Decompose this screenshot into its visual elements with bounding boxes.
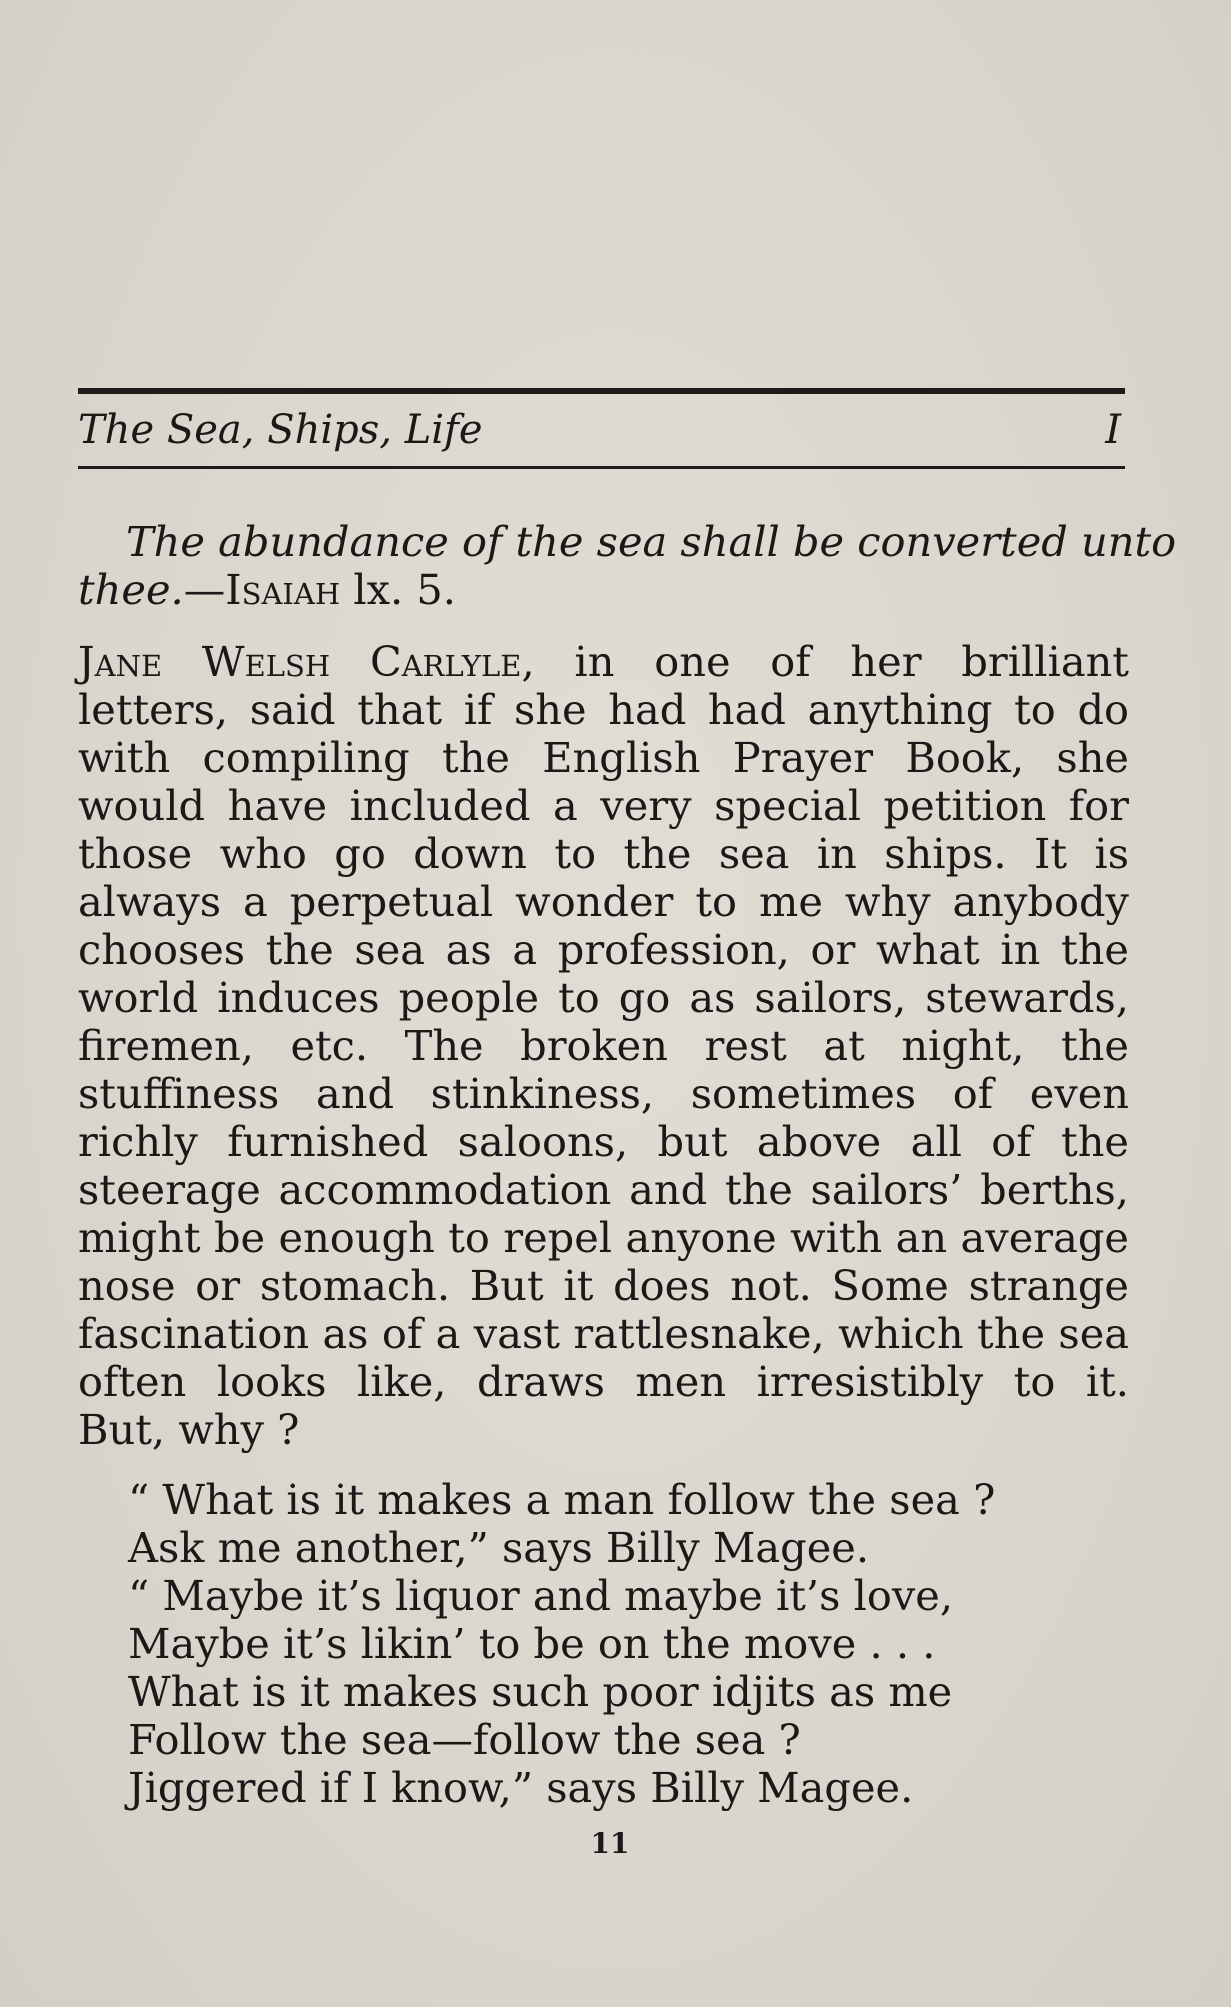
epigraph-line-2: [78, 566, 1129, 614]
verse-quotation: [128, 1476, 995, 1812]
body-line: stuffiness and stinkiness, sometimes of even: [78, 1069, 1129, 1118]
verse-line: Maybe it’s likin’ to be on the move . . .: [128, 1619, 936, 1668]
verse-line: What is it makes such poor idjits as me: [128, 1667, 953, 1716]
body-line: often looks like, draws men irresistibly to it.: [78, 1357, 1129, 1406]
body-line: chooses the sea as a profession, or what in the: [78, 925, 1129, 974]
verse-line: “ What is it makes a man follow the sea ?: [128, 1475, 996, 1524]
lead-name: Jane Welsh Carlyle: [78, 637, 522, 686]
running-head: [78, 402, 1125, 458]
page-number: 11: [590, 1827, 630, 1860]
body-line: steerage accommodation and the sailors’ berths,: [78, 1165, 1129, 1214]
body-line: richly furnished saloons, but above all of the: [78, 1117, 1129, 1166]
verse-line: Jiggered if I know,” says Billy Magee.: [128, 1763, 914, 1812]
header-rule-bottom: [78, 466, 1125, 469]
body-line: But, why ?: [78, 1405, 300, 1454]
body-line: with compiling the English Prayer Book, she: [78, 733, 1129, 782]
verse-line: Ask me another,” says Billy Magee.: [128, 1523, 870, 1572]
epigraph-reference: lx. 5.: [340, 565, 456, 614]
body-line: nose or stomach. But it does not. Some strange: [78, 1261, 1129, 1310]
body-line: firemen, etc. The broken rest at night, the: [78, 1021, 1129, 1070]
verse-line: “ Maybe it’s liquor and maybe it’s love,: [128, 1571, 954, 1620]
epigraph: [78, 517, 1177, 614]
chapter-number: I: [1105, 407, 1121, 453]
body-line: would have included a very special petition for: [78, 781, 1129, 830]
body-line: always a perpetual wonder to me why anybody: [78, 877, 1129, 926]
header-rule-top: [78, 388, 1125, 394]
body-paragraph: [78, 638, 1129, 1454]
body-line: fascination as of a vast rattlesnake, which the sea: [78, 1309, 1129, 1358]
body-line: might be enough to repel anyone with an average: [78, 1213, 1129, 1262]
body-line: world induces people to go as sailors, stewards,: [78, 973, 1129, 1022]
body-line: those who go down to the sea in ships. It is: [78, 829, 1129, 878]
epigraph-source: —Isaiah: [183, 565, 341, 614]
body-line-text: , in one of her brilliant: [521, 637, 1129, 686]
running-head-title: The Sea, Ships, Life: [78, 407, 483, 453]
body-line: letters, said that if she had had anything to do: [78, 685, 1129, 734]
body-line: [78, 638, 1129, 686]
epigraph-line-1: The abundance of the sea shall be converted unto: [126, 517, 1177, 566]
verse-line: Follow the sea—follow the sea ?: [128, 1715, 801, 1764]
epigraph-quote-end: thee.: [78, 565, 184, 614]
